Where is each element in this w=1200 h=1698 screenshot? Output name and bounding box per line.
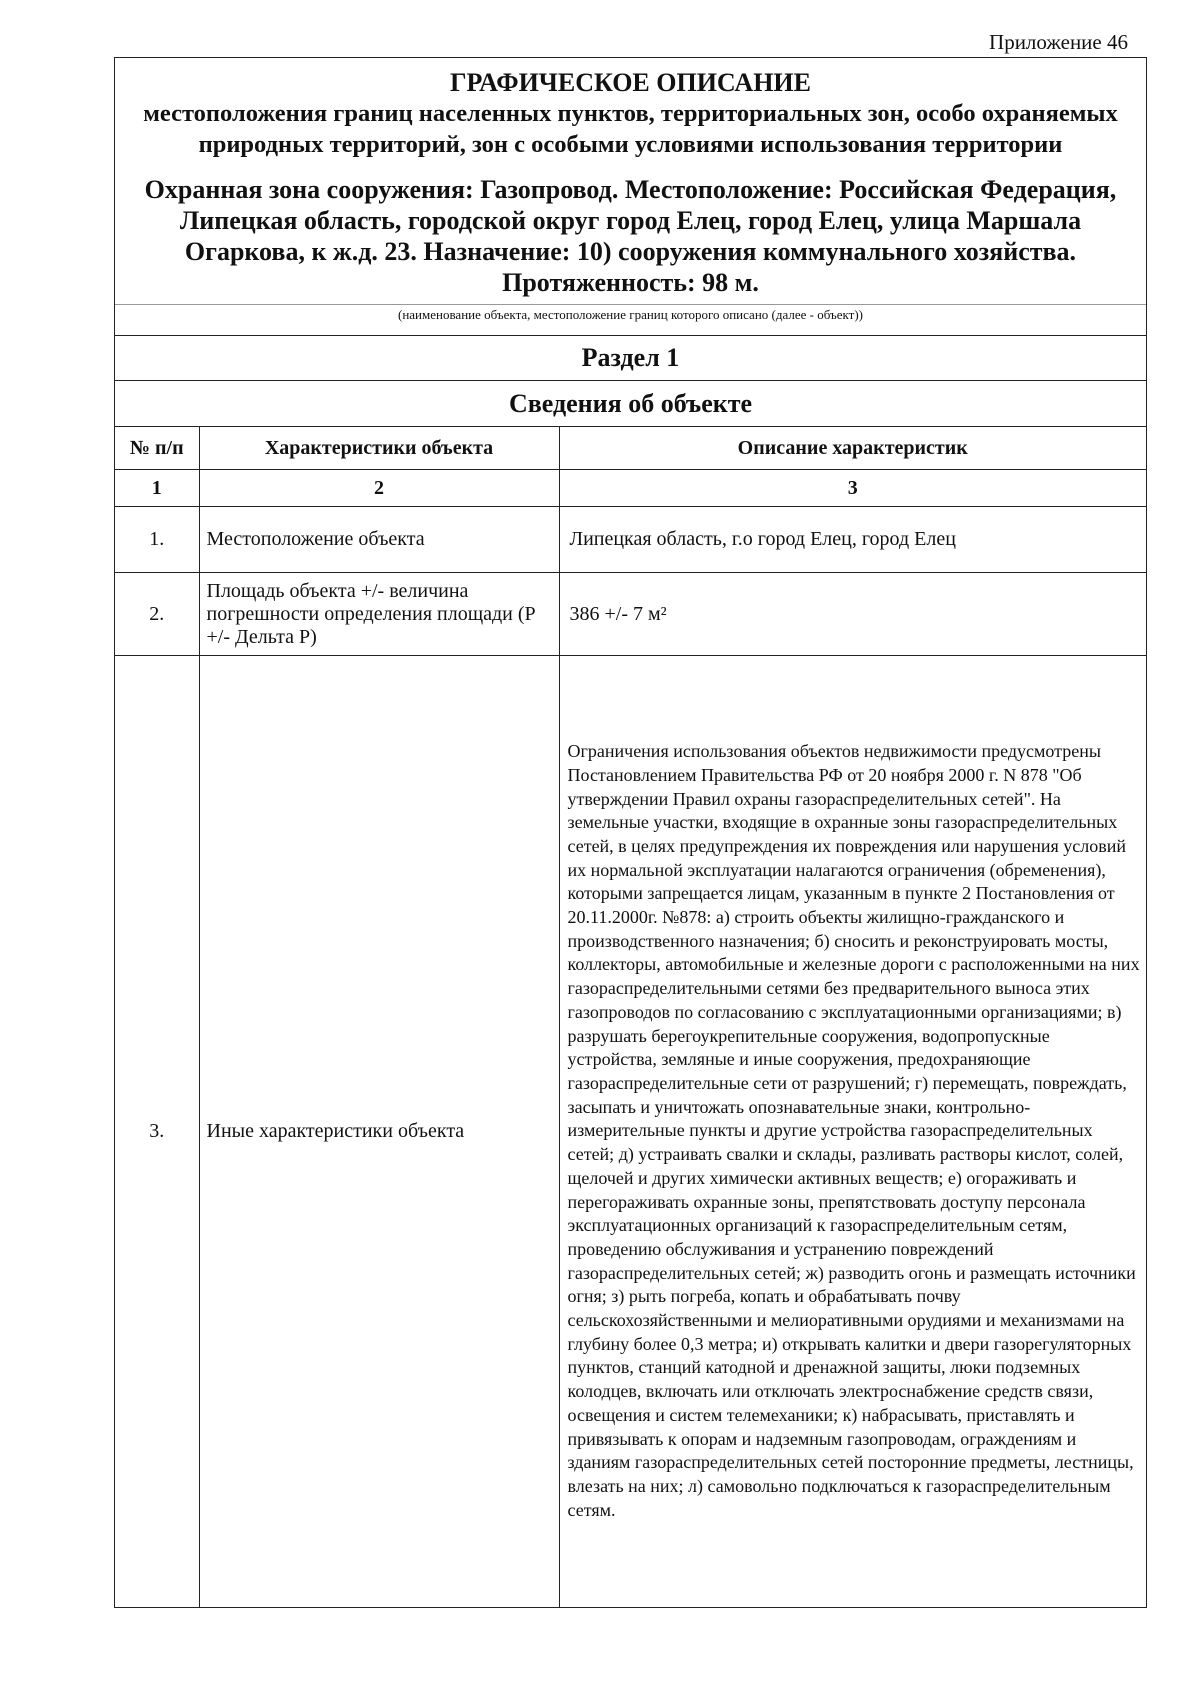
row-characteristic: Площадь объекта +/- величина погрешности определения площади (Р +/- Дельта Р) (199, 573, 559, 656)
row-description: 386 +/- 7 м² (559, 573, 1146, 656)
document-subtitle: местоположения границ населенных пунктов, территориальных зон, особо охраняемых природных территорий, зон с особыми условиями использования территории (143, 100, 1118, 158)
row-description: Ограничения использования объектов недвижимости предусмотрены Постановлением Правительства РФ от 20 ноября 2000 г. N 878 "Об утверждении Правил охраны газораспределительных сетей". На земельные участки, входящие в охранные зоны газораспределительных сетей, в целях предупреждения их повреждения или нарушения условий их нормальной эксплуатации налагаются ограничения (обременения), которыми запрещается лицам, указанным в пункте 2 Постановления от 20.11.2000г. №878: а) строить объекты жилищно-гражданского и производственного назначения; б) сносить и реконструировать мосты, коллекторы, автомобильные и железные дороги с расположенными на них газораспределительными сетями без предварительного выноса этих газопроводов по согласованию с эксплуатационными организациями; в) разрушать берегоукрепительные сооружения, водопропускные устройства, земляные и иные сооружения, предохраняющие газораспределительные сети от разрушений; г) перемещать, повреждать, засыпать и уничтожать опознавательные знаки, контрольно-измерительные пункты и другие устройства газораспределительных сетей; д) устраивать свалки и склады, разливать растворы кислот, солей, щелочей и других химически активных веществ; е) огораживать и перегораживать охранные зоны, препятствовать доступу персонала эксплуатационных организаций к газораспределительным сетям, проведению обслуживания и устранению повреждений газораспределительных сетей; ж) разводить огонь и размещать источники огня; з) рыть погреба, копать и обрабатывать почву сельскохозяйственными и мелиоративными орудиями и механизмами на глубину более 0,3 метра; и) открывать калитки и двери газорегуляторных пунктов, станций катодной и дренажной защиты, люки подземных колодцев, включать или отключать электроснабжение средств связи, освещения и систем телемеханики; к) набрасывать, приставлять и привязывать к опорам и надземным газопроводам, ограждениям и зданиям газораспределительных сетей посторонние предметы, лестницы, влезать на них; л) самовольно подключаться к газораспределительным сетям. (559, 656, 1146, 1607)
row-number: 1. (115, 507, 199, 573)
object-properties-table (115, 426, 1146, 1607)
row-characteristic: Иные характеристики объекта (199, 656, 559, 1607)
column-number-row (115, 470, 1146, 507)
row-characteristic: Местоположение объекта (199, 507, 559, 573)
table-header-row (115, 427, 1146, 470)
column-number-2: 2 (199, 470, 559, 507)
object-name-note: (наименование объекта, местоположение границ которого описано (далее - объект)) (115, 304, 1146, 335)
row-description: Липецкая область, г.о город Елец, город Елец (559, 507, 1146, 573)
header-number: № п/п (115, 427, 199, 470)
document-title: ГРАФИЧЕСКОЕ ОПИСАНИЕ (450, 68, 811, 97)
appendix-label: Приложение 46 (989, 30, 1128, 54)
table-row (115, 656, 1146, 1607)
section-subtitle: Сведения об объекте (115, 380, 1146, 426)
object-name: Охранная зона сооружения: Газопровод. Местоположение: Российская Федерация, Липецкая область, городской округ город Елец, город Елец, улица Маршала Огаркова, к ж.д. 23. Назначение: 10) сооружения коммунального хозяйства. Протяженность: 98 м. (144, 175, 1117, 297)
row-number: 3. (115, 656, 199, 1607)
row-number: 2. (115, 573, 199, 656)
document-header (115, 58, 1146, 298)
header-description: Описание характеристик (559, 427, 1146, 470)
table-row (115, 573, 1146, 656)
column-number-1: 1 (115, 470, 199, 507)
table-row (115, 507, 1146, 573)
document-frame (114, 57, 1147, 1608)
column-number-3: 3 (559, 470, 1146, 507)
section-title: Раздел 1 (115, 335, 1146, 380)
header-characteristic: Характеристики объекта (199, 427, 559, 470)
